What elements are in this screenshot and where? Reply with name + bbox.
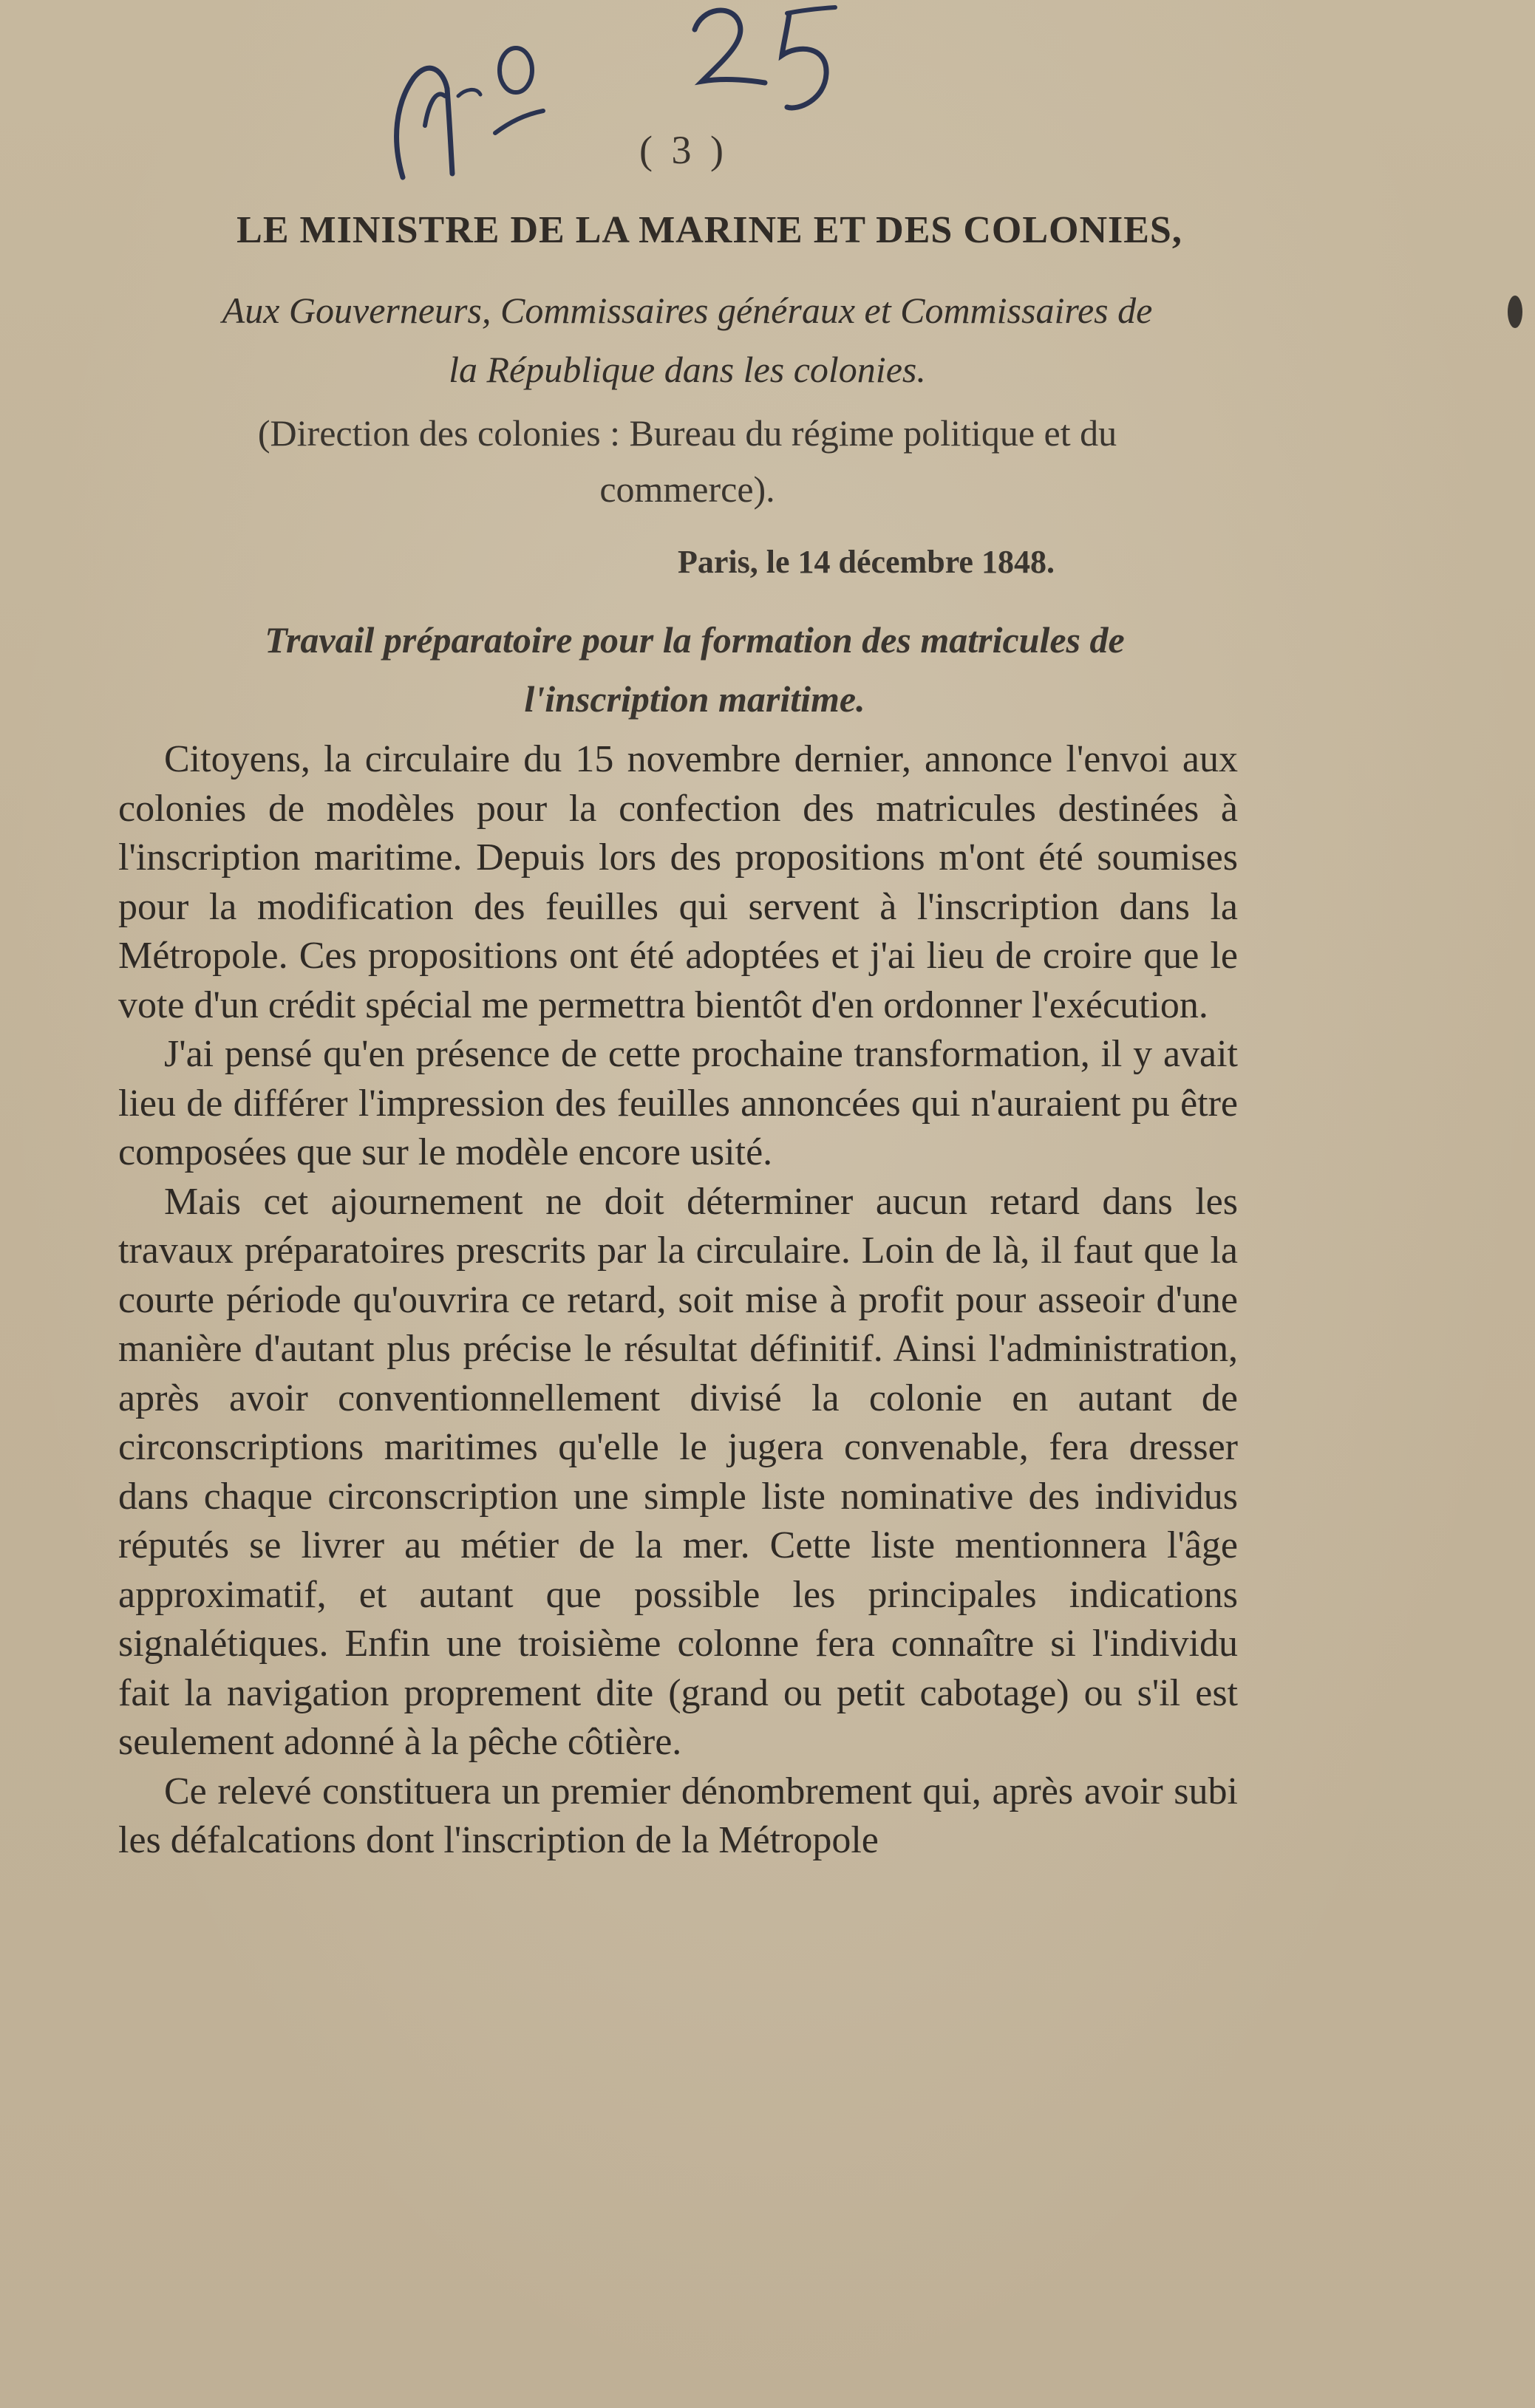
addressees xyxy=(118,281,1256,399)
paragraph-3: Mais cet ajournement ne doit déterminer aucun retard dans les travaux préparatoires prescrits par la circulaire. Loin de là, il faut que la courte période qu'ouvrira ce retard, soit mise à profit pour asseoir d'une manière d'autant plus précise le résultat définitif. Ainsi l'administration, après avoir conventionnellement divisé la colonie en autant de circonscriptions maritimes qu'elle le jugera convenable, fera dresser dans chaque circonscription une simple liste nominative des individus réputés se livrer au métier de la mer. Cette liste mentionnera l'âge approximatif, et autant que possible les principales indications signalétiques. Enfin une troisième colonne fera connaître si l'individu fait la navigation proprement dite (grand ou petit cabotage) ou s'il est seulement adonné à la pêche côtière. xyxy=(118,1180,1238,1763)
letter-body xyxy=(118,735,1238,1866)
addressees-line-2: la République dans les colonies. xyxy=(449,349,926,390)
document-heading: LE MINISTRE DE LA MARINE ET DES COLONIES, xyxy=(236,209,1182,251)
direction-note xyxy=(163,405,1212,517)
dateline: Paris, le 14 décembre 1848. xyxy=(678,544,1055,580)
direction-line-2: commerce). xyxy=(599,468,775,510)
addressees-line-1: Aux Gouverneurs, Commissaires généraux et Commissaires de xyxy=(222,290,1153,331)
subject-line-2: l'inscription maritime. xyxy=(524,678,865,720)
direction-line-1: (Direction des colonies : Bureau du régime politique et du xyxy=(257,412,1117,454)
ink-blot xyxy=(1508,296,1522,328)
paragraph-2: J'ai pensé qu'en présence de cette prochaine transformation, il y avait lieu de différer l'impression des feuilles annoncées qui n'auraient pu être composées que sur le modèle encore usité. xyxy=(118,1033,1238,1173)
subject-title xyxy=(148,610,1242,729)
page-number: ( 3 ) xyxy=(639,128,728,172)
handwritten-note-text: N° 25 xyxy=(384,0,387,1)
subject-line-1: Travail préparatoire pour la formation des matricules de xyxy=(265,619,1125,661)
paragraph-1: Citoyens, la circulaire du 15 novembre dernier, annonce l'envoi aux colonies de modèles pour la confection des matricules destinées à l'inscription maritime. Depuis lors des propositions m'ont été soumises pour la modification des feuilles qui servent à l'inscription dans la Métropole. Ces propositions ont été adoptées et j'ai lieu de croire que le vote d'un crédit spécial me permettra bientôt d'en ordonner l'exécution. xyxy=(118,738,1238,1026)
paragraph-4: Ce relevé constituera un premier dénombrement qui, après avoir subi les défalcations dont l'inscription de la Métropole xyxy=(118,1770,1238,1861)
